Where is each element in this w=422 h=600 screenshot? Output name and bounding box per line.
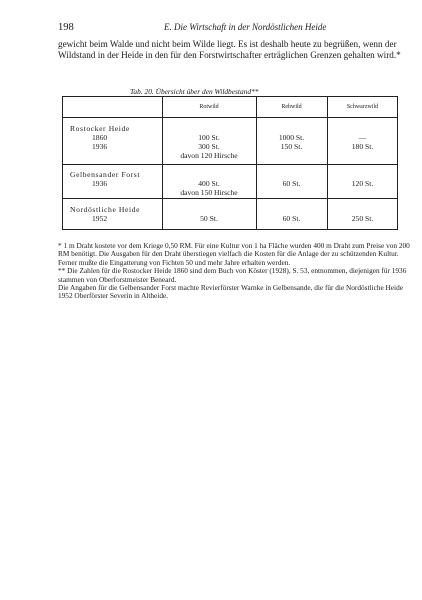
row-year: 1860 — [92, 133, 108, 142]
table-cell-schwarzwild — [327, 133, 398, 151]
page-number: 198 — [58, 22, 74, 33]
wildlife-table — [62, 96, 398, 230]
table-cell-rehwild — [256, 179, 327, 188]
footnote: * 1 m Draht kostete vor dem Kriege 0,50 RM. Für eine Kultur von 1 ha Fläche wurden 400 m Draht zum Preise von 200 RM benötigt. Die Ausgaben für den Draht überstiegen vielfach die Kosten für die Anlage der zu schützenden Kultur. Ferner mußte die Eingatterung von Fichten 50 und mehr Jahre erhalten werden. — [58, 241, 410, 267]
body-paragraph: gewicht beim Walde und nicht beim Wilde liegt. Es ist deshalb heute zu begrüßen, wenn der Wildstand in der Heide in den für den Forstwirtschafter erträglichen Grenzen gehalten wird.* — [58, 39, 401, 60]
row-label-name: Nordöstliche Heide — [70, 205, 141, 214]
row-label-name: Gelbensander Forst — [70, 170, 141, 179]
table-row-label — [70, 170, 160, 188]
column-header-rehwild: Rehwild — [281, 104, 302, 110]
footnote: ** Die Zahlen für die Rostocker Heide 1860 sind dem Buch von Köster (1928), S. 53, entnommen, diejenigen für 1936 stammen von Oberforstmeister Beneard. — [58, 266, 407, 284]
page-header — [58, 22, 384, 34]
cell-value: — — [358, 133, 367, 142]
cell-value: 60 St. — [282, 214, 301, 223]
table-cell-rehwild — [256, 214, 327, 223]
table-cell-rotwild — [162, 133, 256, 160]
cell-value: 1000 St. — [278, 133, 305, 142]
cell-value: 250 St. — [351, 214, 374, 223]
footnote: Die Angaben für die Gelbensander Forst machte Revierförster Warnke in Gelbensande, die für die Nordöstliche Heide 1952 Oberförster Severin in Altheide. — [58, 283, 403, 301]
table-cell-schwarzwild — [327, 179, 398, 188]
table-row-divider — [63, 198, 397, 199]
row-year: 1936 — [92, 179, 108, 188]
table-cell-rotwild — [162, 214, 256, 223]
column-header-schwarzwild: Schwarzwild — [346, 104, 379, 110]
row-label-name: Rostocker Heide — [70, 124, 130, 133]
cell-value: 100 St. — [198, 133, 220, 142]
table-row-divider — [63, 117, 397, 118]
table-cell-rehwild — [256, 133, 327, 151]
footnotes — [58, 242, 415, 301]
cell-value: 180 St. — [351, 142, 374, 151]
table-caption: Tab. 20. Übersicht über den Wildbestand** — [130, 87, 259, 96]
cell-value: 60 St. — [282, 179, 301, 188]
cell-value: davon 150 Hirsche — [180, 188, 238, 197]
table-cell-schwarzwild — [327, 214, 398, 223]
row-year: 1952 — [92, 214, 108, 223]
cell-value: 150 St. — [280, 142, 303, 151]
table-row-label — [70, 205, 160, 223]
cell-value: davon 120 Hirsche — [180, 151, 238, 160]
cell-value: 300 St. — [198, 142, 220, 151]
table-cell-rotwild — [162, 179, 256, 197]
cell-value: 120 St. — [351, 179, 374, 188]
cell-value: 400 St. — [198, 179, 220, 188]
table-row-label — [70, 124, 160, 151]
running-head: E. Die Wirtschaft in der Nordöstlichen Heide — [164, 22, 327, 32]
column-header-rotwild: Rotwild — [199, 104, 219, 110]
row-year: 1936 — [92, 142, 108, 151]
cell-value: 50 St. — [200, 214, 218, 223]
table-row-divider — [63, 164, 397, 165]
